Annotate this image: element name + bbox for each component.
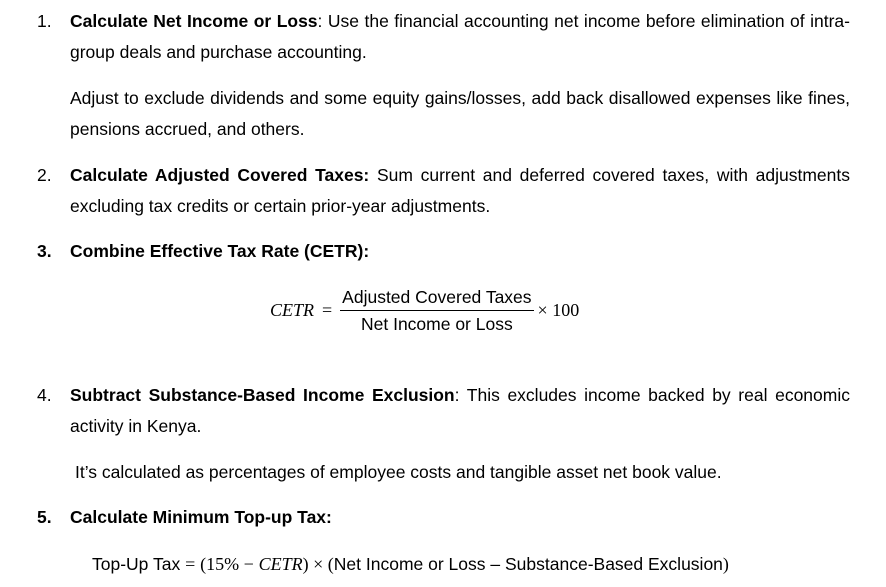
step-title-suffix: : [454,385,460,405]
topup-open: (15% − [200,554,254,574]
step-number: 5. [37,507,52,527]
topup-close: ) × ( [302,554,334,574]
cetr-fraction [340,286,533,335]
step-title: Calculate Adjusted Covered Taxes: [70,165,370,185]
step-3-text [70,236,850,267]
step-number: 4. [37,385,52,405]
cetr-equals: = [322,299,333,320]
step-title: Calculate Net Income or Loss [70,11,318,31]
step-body: This excludes income backed by real economic activity in Kenya. [70,385,850,436]
step-number: 3. [37,241,52,261]
cetr-formula [270,285,579,335]
topup-equals: = [185,554,196,574]
step-body: Sum current and deferred covered taxes, with adjustments excluding tax credits or certain prior-year adjustments. [70,165,850,216]
step-4-text [70,380,850,442]
topup-end: ) [722,554,729,574]
step-number: 1. [37,11,52,31]
topup-income: Net Income or Loss [333,554,486,574]
step-2-text [70,160,850,222]
step-4-extra: It’s calculated as percentages of employee costs and tangible asset net book value. [75,462,722,482]
cetr-times: × 100 [537,299,580,320]
topup-cetr: CETR [258,554,303,574]
step-body: Use the financial accounting net income before elimination of intra-group deals and purchase accounting. [70,11,850,62]
cetr-lhs: CETR [270,299,315,320]
step-title: Subtract Substance-Based Income Exclusion [70,385,455,405]
topup-lhs: Top-Up Tax [92,554,181,574]
step-1-text [70,6,850,68]
step-5-text [70,502,850,533]
cetr-numerator: Adjusted Covered Taxes [340,286,533,311]
step-number: 2. [37,165,52,185]
cetr-denominator: Net Income or Loss [360,313,513,334]
topup-minus: – [490,554,501,574]
topup-exclusion: Substance-Based Exclusion [505,554,723,574]
step-title: Combine Effective Tax Rate (CETR): [70,241,370,261]
step-1-extra: Adjust to exclude dividends and some equity gains/losses, add back disallowed expenses like fines, pensions accrued, and others. [70,88,850,139]
topup-formula [92,551,729,577]
step-title-suffix: : [317,11,323,31]
step-title: Calculate Minimum Top-up Tax: [70,507,332,527]
